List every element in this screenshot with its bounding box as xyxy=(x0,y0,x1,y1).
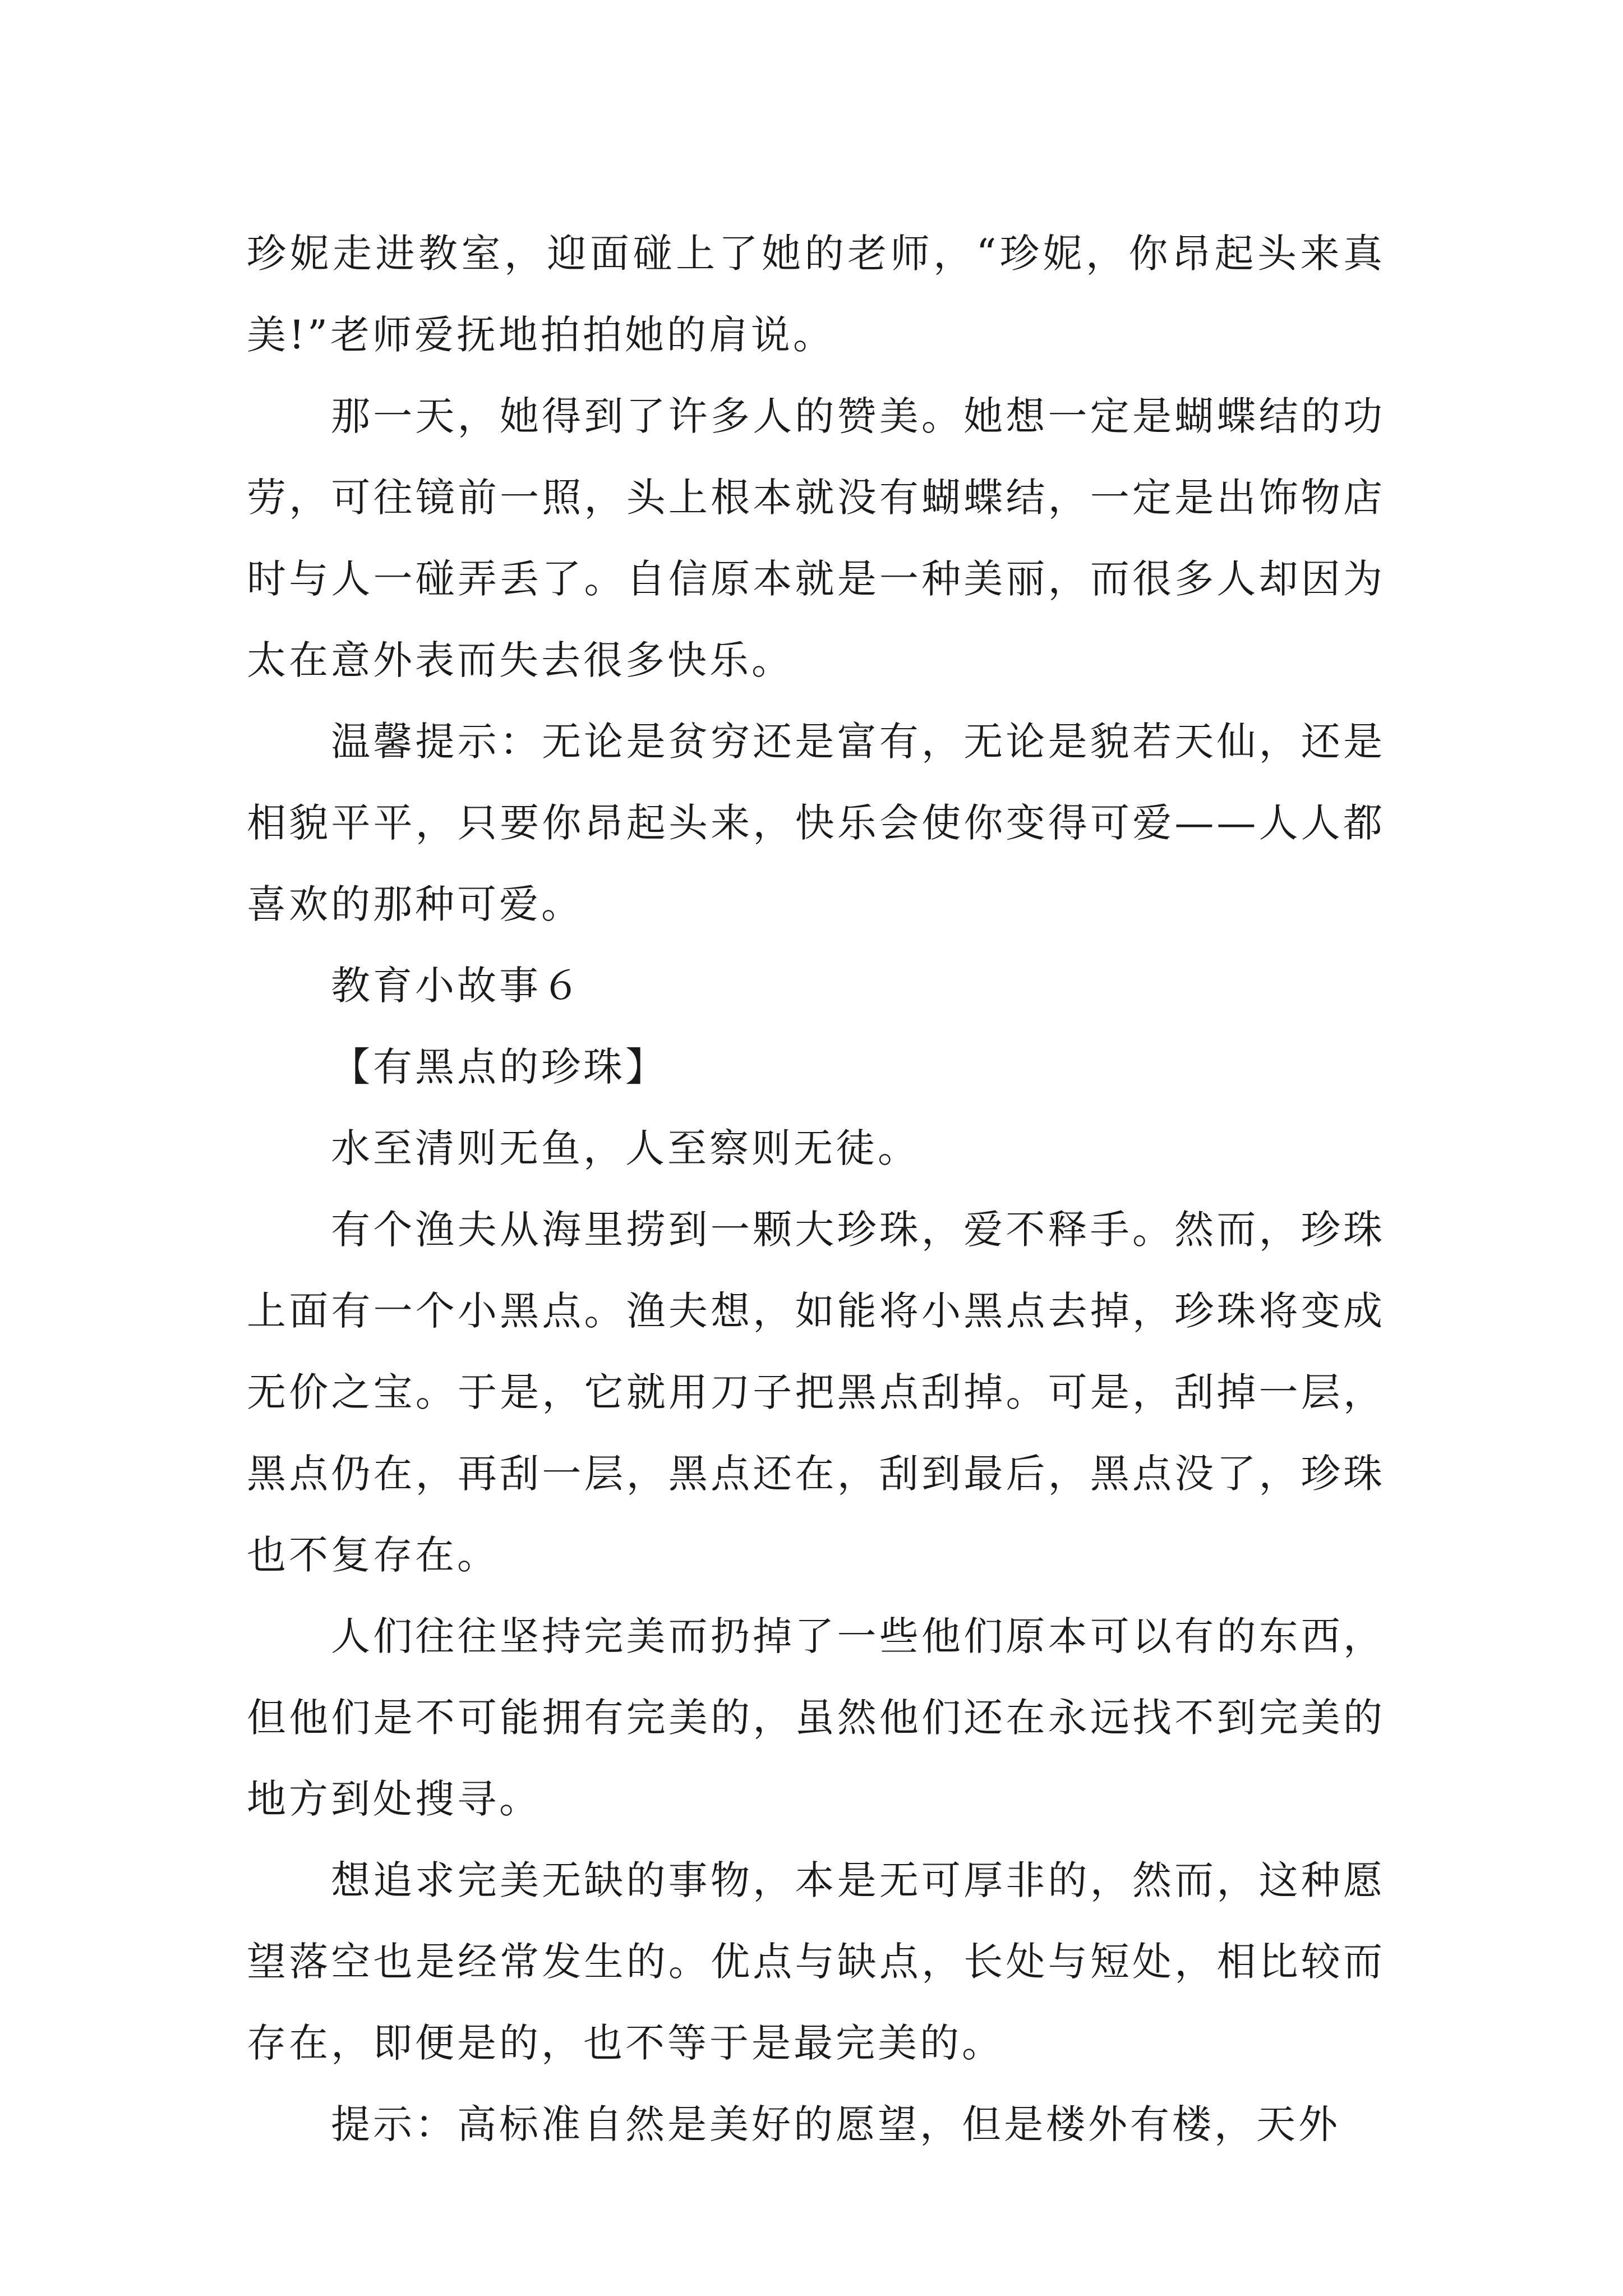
story-title-heading: 【有黑点的珍珠】 xyxy=(331,1044,667,1090)
paragraph-proverb: 水至清则无鱼，人至察则无徒。 xyxy=(331,1125,920,1171)
paragraph-pursuit: 想追求完美无缺的事物，本是无可厚非的，然而，这种愿望落空也是经常发生的。优点与缺点，长处与短处，相比较而存在，即便是的，也不等于是最完美的。 xyxy=(247,1857,1385,2066)
document-body xyxy=(247,213,1385,2165)
paragraph-janie-classroom: 珍妮走进教室，迎面碰上了她的老师，“珍妮，你昂起头来真美!”老师爱抚地拍拍她的肩说。 xyxy=(247,231,1385,358)
paragraph-warm-tip: 温馨提示：无论是贫穷还是富有，无论是貌若天仙，还是相貌平平，只要你昂起头来，快乐会使你变得可爱——人人都喜欢的那种可爱。 xyxy=(247,719,1385,927)
paragraph-tip: 提示：高标准自然是美好的愿望，但是楼外有楼，天外 xyxy=(331,2101,1340,2147)
story-number-heading: 教育小故事６ xyxy=(331,963,583,1009)
paragraph-fisherman-pearl: 有个渔夫从海里捞到一颗大珍珠，爱不释手。然而，珍珠上面有一个小黑点。渔夫想，如能将小黑点去掉，珍珠将变成无价之宝。于是，它就用刀子把黑点刮掉。可是，刮掉一层，黑点仍在，再刮一层，黑点还在，刮到最后，黑点没了，珍珠也不复存在。 xyxy=(247,1207,1385,1578)
paragraph-bow-praise: 那一天，她得到了许多人的赞美。她想一定是蝴蝶结的功劳，可往镜前一照，头上根本就没有蝴蝶结，一定是出饰物店时与人一碰弄丢了。自信原本就是一种美丽，而很多人却因为太在意外表而失去很多快乐。 xyxy=(247,393,1385,683)
paragraph-perfection: 人们往往坚持完美而扔掉了一些他们原本可以有的东西，但他们是不可能拥有完美的，虽然他们还在永远找不到完美的地方到处搜寻。 xyxy=(247,1613,1385,1822)
